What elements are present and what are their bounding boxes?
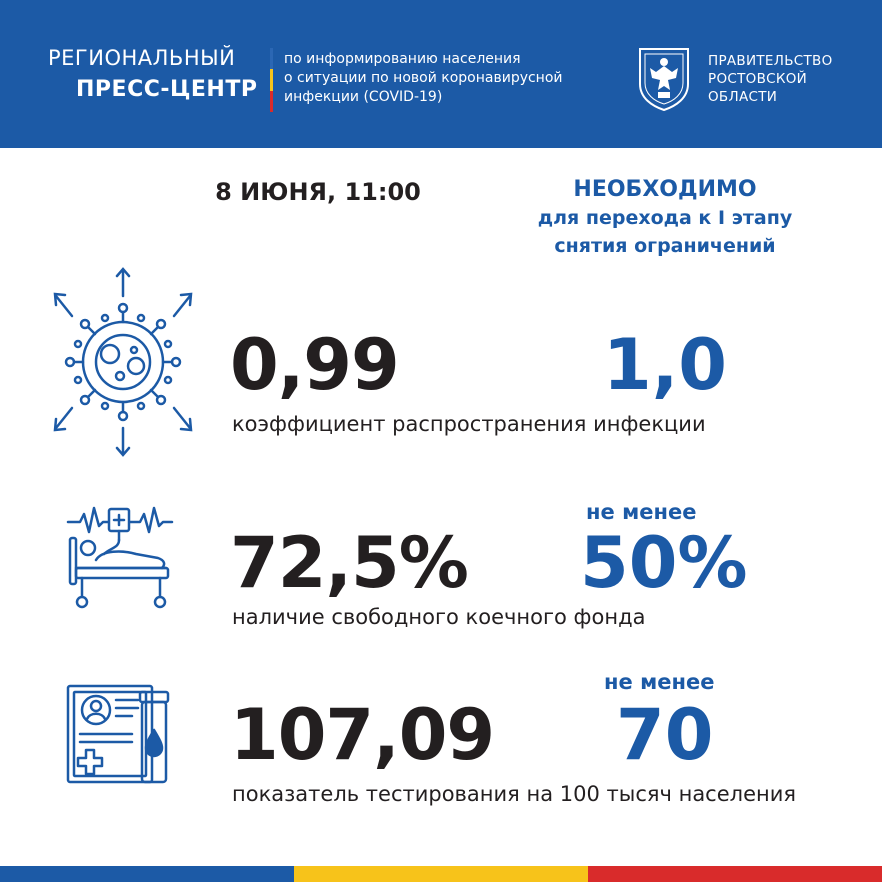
test-document-icon [66,684,178,786]
requirement-subtitle-line1: для перехода к I этапу [537,207,793,229]
description-line: о ситуации по новой коронавирусной [284,70,563,86]
metric-value-testing: 107,09 [230,694,495,776]
government-line: РОСТОВСКОЙ [708,71,808,87]
press-center-title-line2: ПРЕСС-ЦЕНТР [76,77,258,102]
metric-target-note-testing: не менее [604,670,715,694]
government-line: ПРАВИТЕЛЬСТВО [708,53,833,69]
requirement-heading [500,176,830,260]
metric-caption-reproduction: коэффициент распространения инфекции [232,412,706,436]
tricolor-footer-bar [0,866,882,882]
hospital-bed-icon [66,506,174,610]
requirement-subtitle-line2: снятия ограничений [554,235,776,257]
metric-target-testing: 70 [616,694,714,776]
metric-caption-testing: показатель тестирования на 100 тысяч населения [232,782,797,806]
metric-target-bed-capacity: 50% [580,522,748,604]
metric-target-reproduction: 1,0 [603,324,728,406]
header-banner [0,0,882,148]
metric-value-bed-capacity: 72,5% [230,522,468,604]
description-line: по информированию населения [284,51,521,67]
government-name [708,52,833,106]
virus-icon [50,266,196,458]
report-date: 8 ИЮНЯ, 11:00 [215,178,421,206]
metric-caption-bed-capacity: наличие свободного коечного фонда [232,605,646,629]
tricolor-stripe [270,48,273,112]
requirement-title: НЕОБХОДИМО [573,177,757,202]
metric-value-reproduction: 0,99 [230,324,399,406]
press-center-title-line1: РЕГИОНАЛЬНЫЙ [48,46,236,70]
government-line: ОБЛАСТИ [708,89,778,105]
metric-target-note-bed-capacity: не менее [586,500,697,524]
press-center-description [284,50,563,107]
description-line: инфекции (COVID-19) [284,89,443,105]
coat-of-arms-icon [636,46,692,112]
